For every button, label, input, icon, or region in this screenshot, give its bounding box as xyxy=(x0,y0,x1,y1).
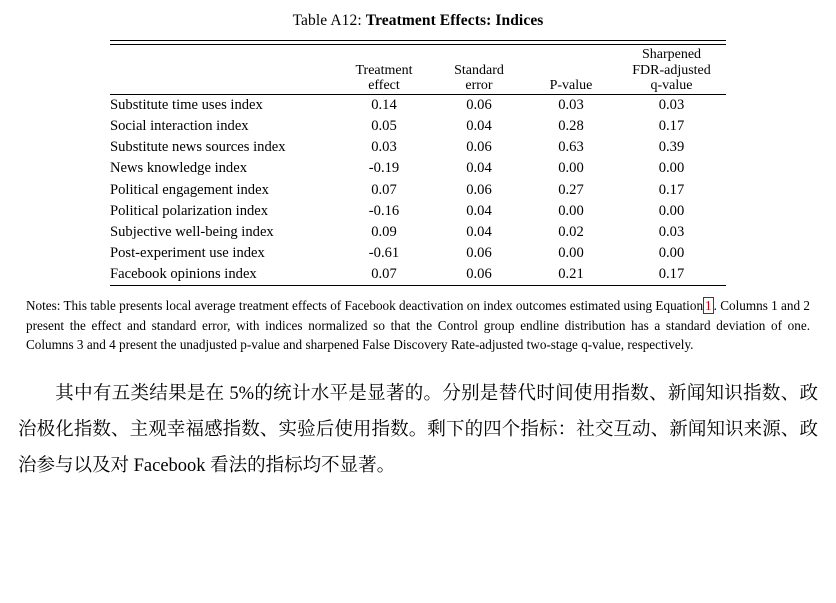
cell-treatment-effect: 0.14 xyxy=(371,97,397,114)
table-row xyxy=(110,264,726,286)
cell-standard-error: 0.06 xyxy=(466,181,492,198)
cell-p-value: 0.28 xyxy=(558,118,584,135)
row-label: Social interaction index xyxy=(110,118,249,135)
row-label: Post-experiment use index xyxy=(110,245,265,262)
table-caption-label: Table A12: xyxy=(292,12,362,29)
paper-page xyxy=(0,12,836,603)
cell-treatment-effect: -0.16 xyxy=(368,202,400,219)
cell-standard-error: 0.04 xyxy=(466,223,492,240)
row-label: Facebook opinions index xyxy=(110,264,335,286)
row-label: Subjective well-being index xyxy=(110,223,274,240)
cell-p-value: 0.21 xyxy=(525,264,617,286)
table-row xyxy=(110,243,726,264)
cell-treatment-effect: 0.07 xyxy=(335,264,433,286)
cell-treatment-effect: 0.07 xyxy=(371,181,397,198)
cell-q-value: 0.17 xyxy=(658,118,685,135)
table-row xyxy=(110,137,726,158)
header-q-line2: FDR-adjusted xyxy=(632,62,711,78)
row-label: Substitute news sources index xyxy=(110,139,286,156)
header-se-line1: Standard xyxy=(454,62,504,78)
table-header-row-1 xyxy=(110,47,726,63)
table-header-row-2 xyxy=(110,63,726,79)
cell-p-value: 0.00 xyxy=(558,160,584,177)
cell-standard-error: 0.06 xyxy=(466,245,492,262)
notes-part-1: This table presents local average treatment effects of Facebook deactivation on index outcomes estimated using Equation xyxy=(63,298,704,314)
cell-q-value: 0.00 xyxy=(658,245,685,262)
table-row xyxy=(110,201,726,222)
cell-q-value: 0.03 xyxy=(658,223,685,240)
notes-lead: Notes: xyxy=(26,298,61,314)
cell-p-value: 0.63 xyxy=(558,139,584,156)
row-label: News knowledge index xyxy=(110,160,247,177)
body-paragraph xyxy=(18,376,818,484)
cell-p-value: 0.27 xyxy=(558,181,584,198)
notes-part-2: . Columns 1 and 2 present the effect and standard error, with indices normalized so that the Control group endline distribution has a standard deviation of one. Columns 3 and 4 present the unadjusted p-value and sharpened False Discovery Rate-adjusted two-stage q-value, respectively. xyxy=(26,298,810,352)
cell-treatment-effect: -0.19 xyxy=(368,160,400,177)
table-row xyxy=(110,116,726,137)
table-row xyxy=(110,222,726,243)
header-se-line2: error xyxy=(433,78,525,94)
table-container xyxy=(110,40,726,286)
row-label: Political polarization index xyxy=(110,202,269,219)
cell-treatment-effect: 0.09 xyxy=(371,223,397,240)
header-q-line3: q-value xyxy=(617,78,726,94)
equation-reference-link[interactable]: 1 xyxy=(705,298,712,314)
row-label: Substitute time uses index xyxy=(110,97,263,114)
cell-treatment-effect: 0.05 xyxy=(371,118,397,135)
header-q-line1: Sharpened xyxy=(641,47,702,62)
cell-p-value: 0.03 xyxy=(558,97,584,114)
table-row xyxy=(110,95,726,117)
cell-standard-error: 0.04 xyxy=(466,118,492,135)
table-caption xyxy=(0,12,836,30)
cell-standard-error: 0.06 xyxy=(433,264,525,286)
cell-q-value: 0.00 xyxy=(658,202,685,219)
table-row xyxy=(110,180,726,201)
cell-standard-error: 0.04 xyxy=(466,202,492,219)
cell-treatment-effect: 0.03 xyxy=(371,139,397,156)
body-paragraph-text: 其中有五类结果是在 5%的统计水平是显著的。分别是替代时间使用指数、新闻知识指数、政治极化指数、主观幸福感指数、实验后使用指数。剩下的四个指标：社交互动、新闻知识来源、政治参与以及对 Facebook 看法的指标均不显著。 xyxy=(18,383,818,476)
header-pvalue: P-value xyxy=(525,78,617,94)
cell-p-value: 0.00 xyxy=(558,245,584,262)
header-treatment-line1: Treatment xyxy=(355,62,413,78)
table-notes xyxy=(26,296,810,353)
cell-q-value: 0.03 xyxy=(658,97,685,114)
treatment-effects-table xyxy=(110,40,726,286)
cell-standard-error: 0.06 xyxy=(466,97,492,114)
table-caption-title: Treatment Effects: Indices xyxy=(365,12,544,29)
cell-p-value: 0.00 xyxy=(558,202,584,219)
cell-standard-error: 0.06 xyxy=(466,139,492,156)
table-row xyxy=(110,158,726,179)
cell-q-value: 0.00 xyxy=(658,160,685,177)
cell-treatment-effect: -0.61 xyxy=(368,245,400,262)
header-treatment-line2: effect xyxy=(335,78,433,94)
cell-q-value: 0.17 xyxy=(617,264,726,286)
table-header-row-3 xyxy=(110,78,726,94)
cell-standard-error: 0.04 xyxy=(466,160,492,177)
cell-q-value: 0.17 xyxy=(658,181,685,198)
row-label: Political engagement index xyxy=(110,181,269,198)
cell-p-value: 0.02 xyxy=(558,223,584,240)
cell-q-value: 0.39 xyxy=(658,139,685,156)
